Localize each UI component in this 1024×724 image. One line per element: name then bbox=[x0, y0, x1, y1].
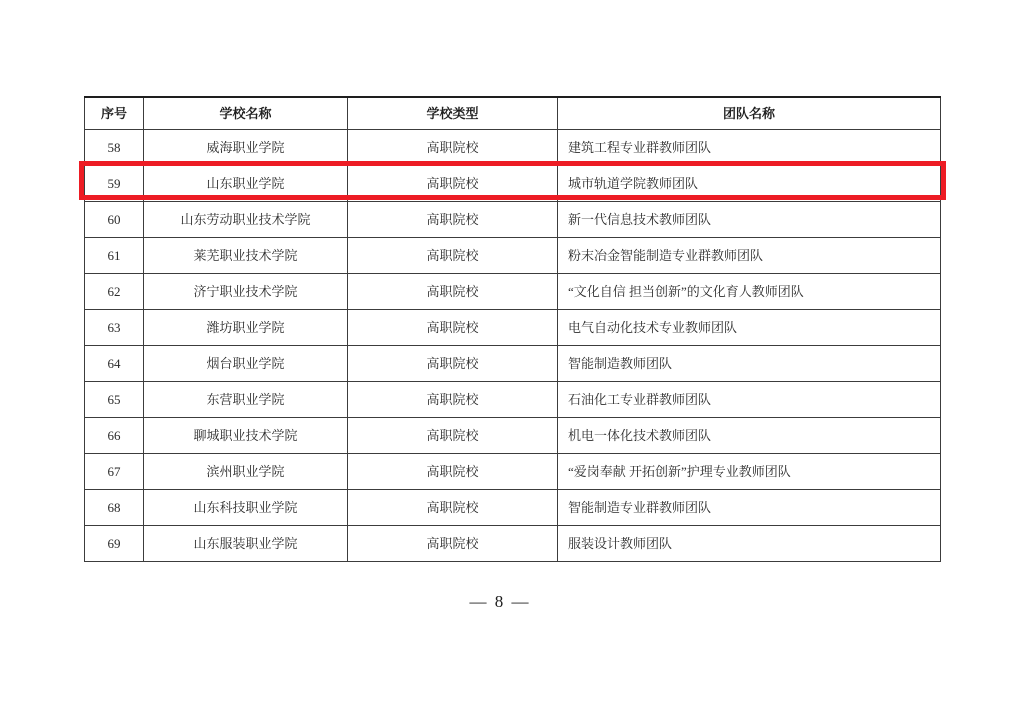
page-number: — 8 — bbox=[469, 592, 531, 611]
table-row bbox=[85, 418, 941, 454]
cell-school-type: 高职院校 bbox=[348, 166, 558, 202]
table-row bbox=[85, 202, 941, 238]
table-row bbox=[85, 310, 941, 346]
table-body bbox=[85, 130, 941, 562]
cell-school-type: 高职院校 bbox=[348, 130, 558, 166]
cell-school-name: 山东科技职业学院 bbox=[144, 490, 348, 526]
cell-school-type: 高职院校 bbox=[348, 310, 558, 346]
cell-index: 68 bbox=[85, 490, 144, 526]
cell-index: 58 bbox=[85, 130, 144, 166]
cell-index: 59 bbox=[85, 166, 144, 202]
col-header-index: 序号 bbox=[85, 97, 144, 130]
cell-team-name: 粉末冶金智能制造专业群教师团队 bbox=[558, 238, 941, 274]
col-header-school-type: 学校类型 bbox=[348, 97, 558, 130]
cell-school-type: 高职院校 bbox=[348, 418, 558, 454]
cell-school-type: 高职院校 bbox=[348, 490, 558, 526]
schools-teams-table bbox=[84, 96, 941, 562]
cell-index: 63 bbox=[85, 310, 144, 346]
cell-school-name: 山东劳动职业技术学院 bbox=[144, 202, 348, 238]
table-row bbox=[85, 238, 941, 274]
cell-school-type: 高职院校 bbox=[348, 274, 558, 310]
table-row bbox=[85, 274, 941, 310]
col-header-school-name: 学校名称 bbox=[144, 97, 348, 130]
cell-school-name: 聊城职业技术学院 bbox=[144, 418, 348, 454]
cell-team-name: 智能制造教师团队 bbox=[558, 346, 941, 382]
cell-school-type: 高职院校 bbox=[348, 382, 558, 418]
cell-school-name: 山东职业学院 bbox=[144, 166, 348, 202]
cell-team-name: 智能制造专业群教师团队 bbox=[558, 490, 941, 526]
cell-team-name: “爱岗奉献 开拓创新”护理专业教师团队 bbox=[558, 454, 941, 490]
cell-index: 69 bbox=[85, 526, 144, 562]
cell-school-type: 高职院校 bbox=[348, 526, 558, 562]
cell-team-name: “文化自信 担当创新”的文化育人教师团队 bbox=[558, 274, 941, 310]
cell-index: 65 bbox=[85, 382, 144, 418]
cell-school-name: 烟台职业学院 bbox=[144, 346, 348, 382]
cell-team-name: 服装设计教师团队 bbox=[558, 526, 941, 562]
table-row bbox=[85, 130, 941, 166]
cell-school-name: 东营职业学院 bbox=[144, 382, 348, 418]
cell-team-name: 石油化工专业群教师团队 bbox=[558, 382, 941, 418]
table-row bbox=[85, 454, 941, 490]
cell-school-name: 莱芜职业技术学院 bbox=[144, 238, 348, 274]
table-row bbox=[85, 526, 941, 562]
cell-school-name: 潍坊职业学院 bbox=[144, 310, 348, 346]
cell-school-type: 高职院校 bbox=[348, 346, 558, 382]
cell-index: 66 bbox=[85, 418, 144, 454]
cell-school-name: 济宁职业技术学院 bbox=[144, 274, 348, 310]
cell-school-type: 高职院校 bbox=[348, 202, 558, 238]
cell-school-name: 山东服装职业学院 bbox=[144, 526, 348, 562]
table-row bbox=[85, 382, 941, 418]
col-header-team-name: 团队名称 bbox=[558, 97, 941, 130]
cell-school-name: 威海职业学院 bbox=[144, 130, 348, 166]
cell-school-type: 高职院校 bbox=[348, 454, 558, 490]
table-row bbox=[85, 346, 941, 382]
table-row bbox=[85, 166, 941, 202]
cell-team-name: 机电一体化技术教师团队 bbox=[558, 418, 941, 454]
table-row bbox=[85, 490, 941, 526]
cell-team-name: 城市轨道学院教师团队 bbox=[558, 166, 941, 202]
cell-index: 67 bbox=[85, 454, 144, 490]
cell-team-name: 建筑工程专业群教师团队 bbox=[558, 130, 941, 166]
cell-school-type: 高职院校 bbox=[348, 238, 558, 274]
cell-index: 62 bbox=[85, 274, 144, 310]
table-header-row bbox=[85, 97, 941, 130]
cell-index: 60 bbox=[85, 202, 144, 238]
cell-index: 61 bbox=[85, 238, 144, 274]
cell-team-name: 电气自动化技术专业教师团队 bbox=[558, 310, 941, 346]
cell-school-name: 滨州职业学院 bbox=[144, 454, 348, 490]
cell-team-name: 新一代信息技术教师团队 bbox=[558, 202, 941, 238]
cell-index: 64 bbox=[85, 346, 144, 382]
